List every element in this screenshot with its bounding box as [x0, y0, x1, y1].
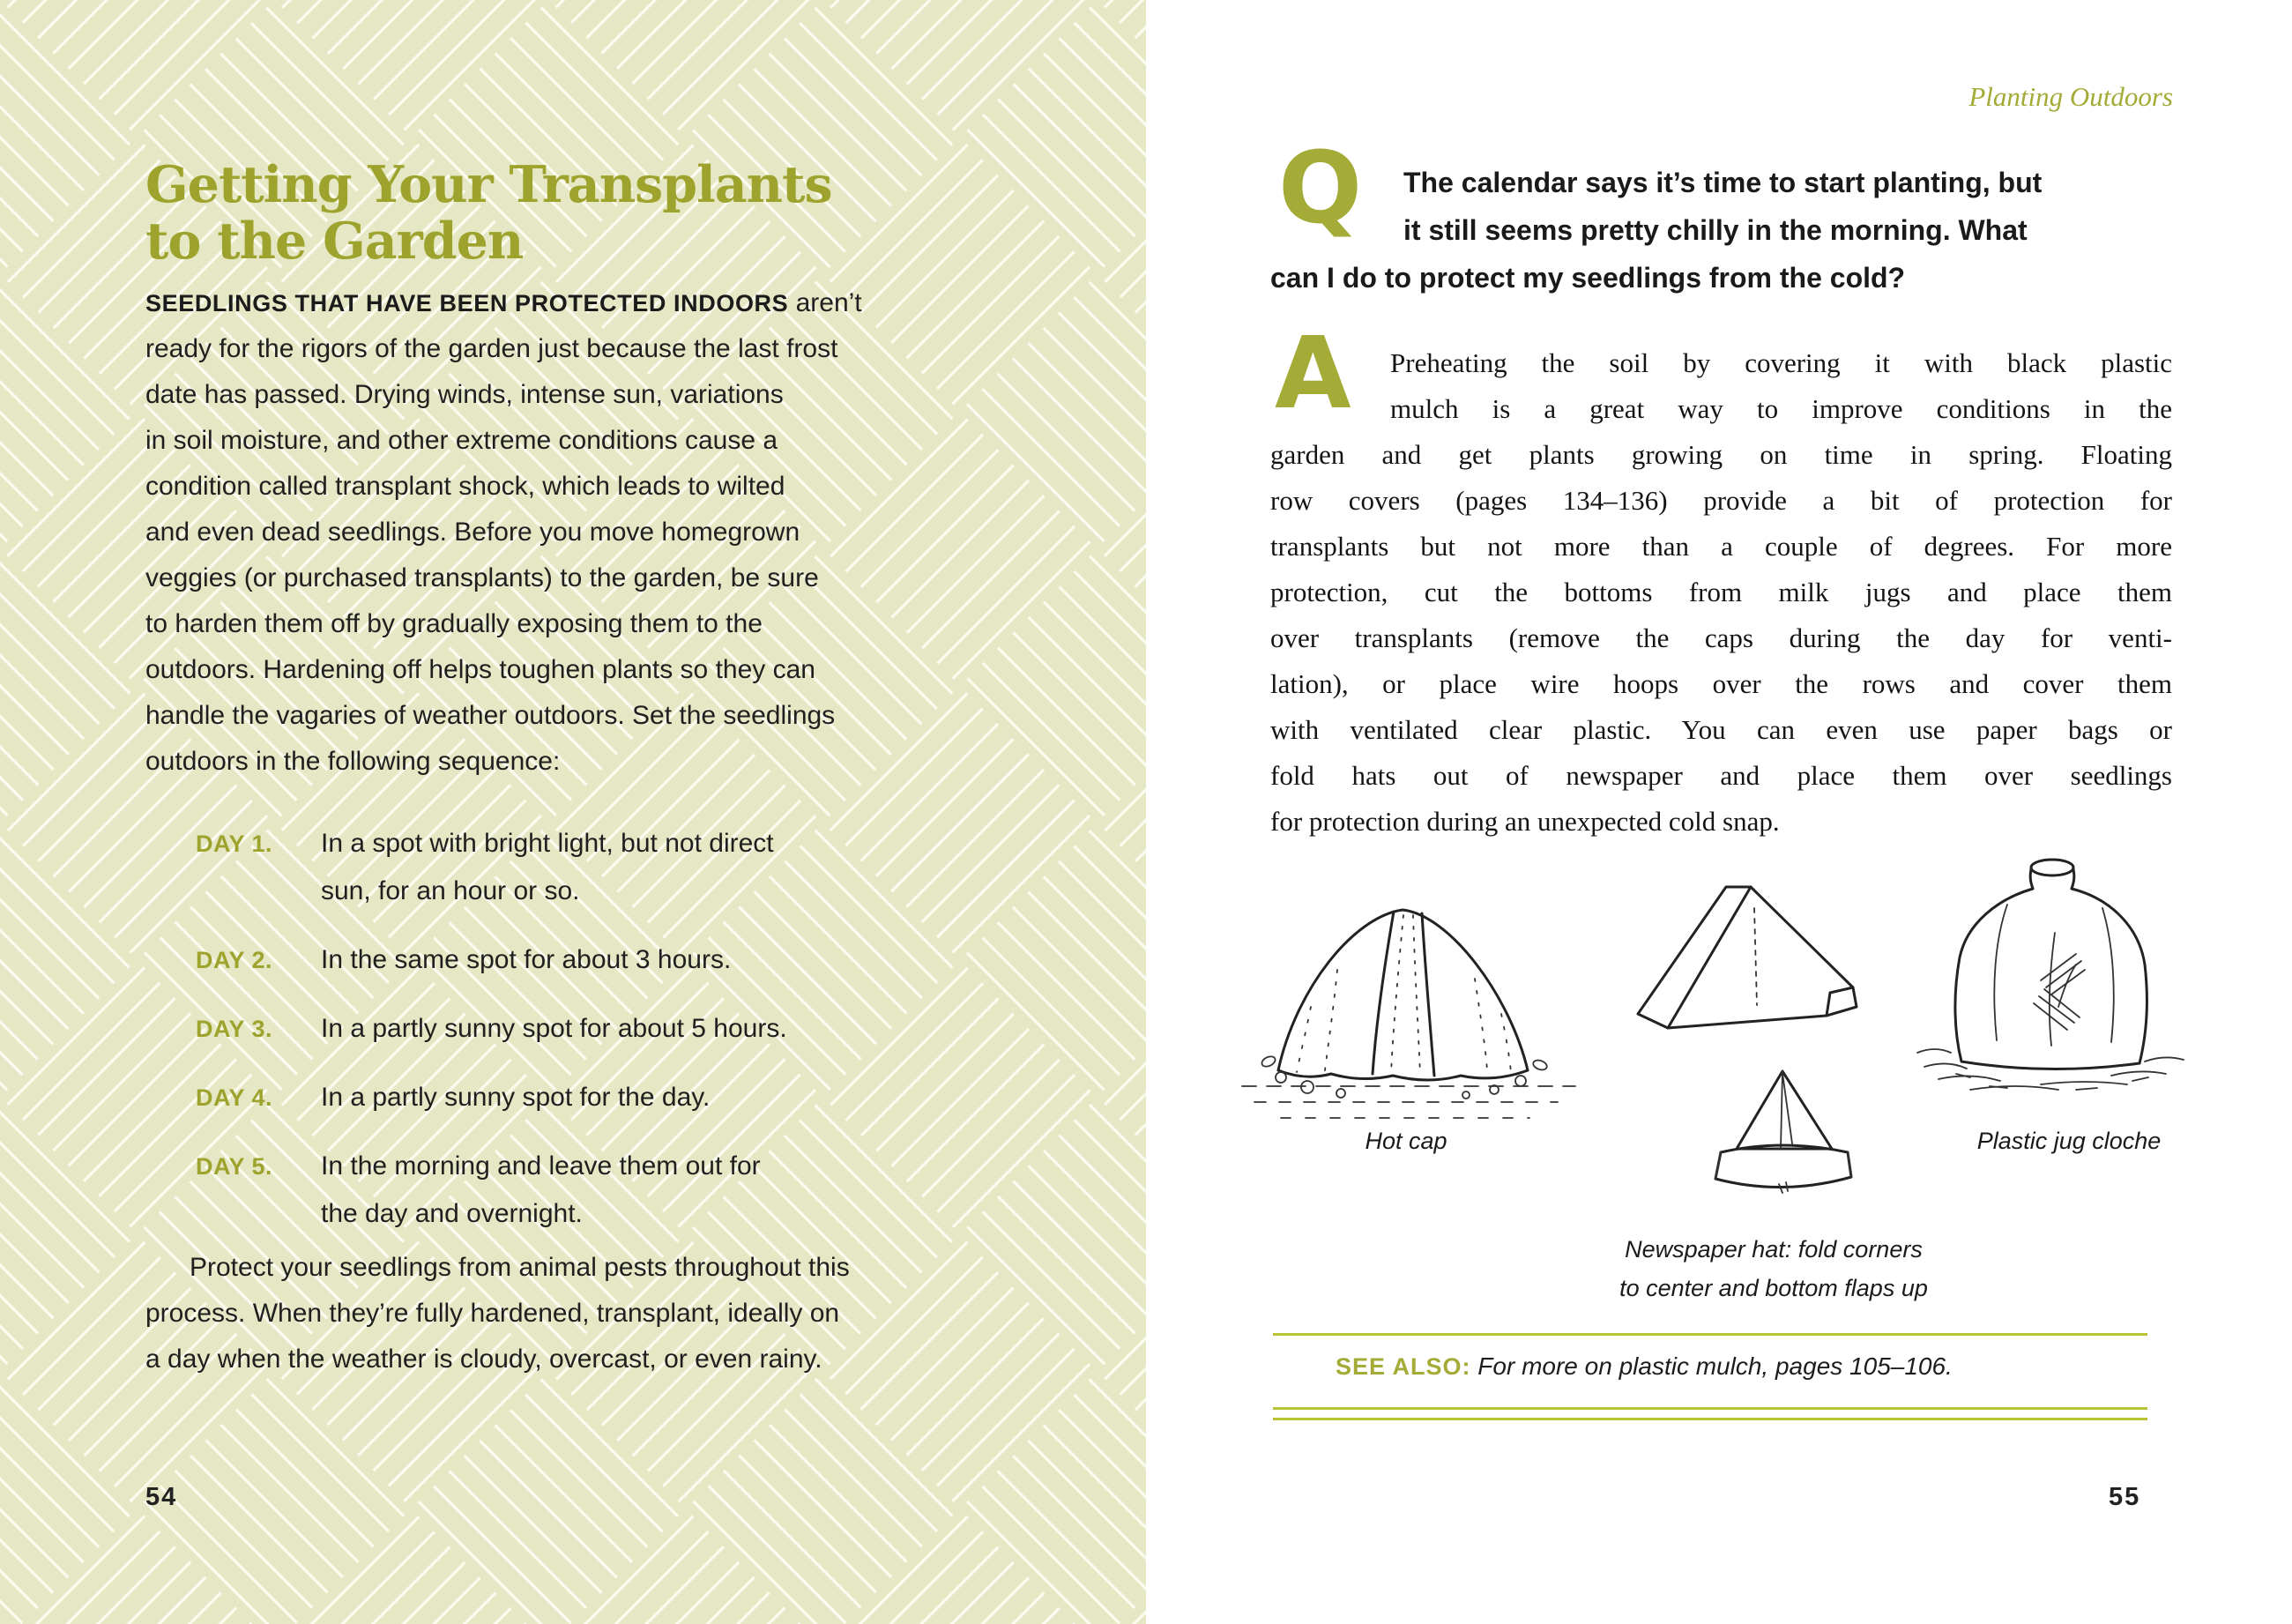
see-also-label: SEE ALSO: [1336, 1353, 1471, 1380]
answer-text-full: garden and get plants growing on time in spring. Floating row covers (pages 134–136) provide a bit of protection for transplants but not more than a couple of degrees. For more protection, cut the bottoms from milk jugs and place them over transplants (remove the caps during the day for venti- lation), or place wire hoops over the rows and cover them with ventilated clear plastic. You can even use paper bags or fold hats out of newspaper and place them over seedlings for protection during an unexpected cold snap. [1270, 439, 2172, 837]
day-text: In a partly sunny spot for the day. [321, 1083, 711, 1112]
hot-cap-caption: Hot cap [1365, 1128, 1447, 1154]
see-also-double-rule [1273, 1407, 2147, 1420]
day-label: DAY 5. [196, 1153, 273, 1180]
question-drop-letter: Q [1278, 131, 1363, 246]
answer-text-indented: Preheating the soil by covering it with black plastic mulch is a great way to improve conditions in the [1390, 347, 2172, 424]
day-label: DAY 4. [196, 1084, 273, 1111]
see-also-note [1336, 1352, 2155, 1381]
day-label: DAY 3. [196, 1016, 273, 1042]
intro-lead-rest: aren’t [788, 288, 862, 317]
page-title: Getting Your Transplants to the Garden [145, 155, 832, 271]
newspaper-hat-caption: Newspaper hat: fold corners to center and bottom flaps up [1619, 1236, 1928, 1301]
question-text-indented: The calendar says it’s time to start planting, but it still seems pretty chilly in the morning. What [1403, 167, 2043, 246]
running-head: Planting Outdoors [1968, 81, 2173, 112]
intro-paragraph [145, 280, 1027, 785]
hot-cap-illustration [1230, 866, 1587, 1123]
day-item-5 [145, 1143, 1027, 1238]
day-item-1 [145, 820, 1027, 915]
right-page [1146, 0, 2292, 1624]
page-number-left: 54 [145, 1483, 178, 1511]
hardening-off-day-list [145, 820, 1027, 1238]
question-text-full: can I do to protect my seedlings from the cold? [1270, 262, 1906, 294]
plastic-jug-caption: Plastic jug cloche [1976, 1128, 2162, 1154]
day-label: DAY 1. [196, 831, 273, 857]
day-text: In a spot with bright light, but not direct sun, for an hour or so. [321, 829, 774, 905]
day-item-4 [145, 1074, 1027, 1121]
day-text: In the morning and leave them out for the day and overnight. [321, 1151, 761, 1228]
intro-lines: ready for the rigors of the garden just because the last frost date has passed. Drying winds, intense sun, variations in soil moisture, and other extreme conditions cause a condition called transplant shock, which leads to wilted and even dead seedlings. Before you move homegrown veggies (or purchased transplants) to the garden, be sure to harden them off by gradually exposing them to the outdoors. Hardening off helps toughen plants so they can handle the vagaries of weather outdoors. Set the seedlings outdoors in the following sequence: [145, 334, 838, 776]
newspaper-tent-illustration [1622, 871, 1886, 1047]
plastic-jug-illustration [1909, 848, 2191, 1097]
newspaper-hat-illustration [1675, 1062, 1891, 1205]
closing-paragraph: Protect your seedlings from animal pests throughout this process. When they’re fully hardened, transplant, ideally on a day when the weather is cloudy, overcast, or even rainy. [145, 1253, 850, 1374]
answer-drop-letter: A [1275, 317, 1351, 431]
day-item-3 [145, 1005, 1027, 1053]
see-also-top-rule [1273, 1333, 2147, 1336]
day-text: In the same spot for about 3 hours. [321, 945, 732, 974]
see-also-text: For more on plastic mulch, pages 105–106. [1470, 1352, 1953, 1380]
intro-lead-in: SEEDLINGS THAT HAVE BEEN PROTECTED INDOORS [145, 290, 789, 317]
page-number-right: 55 [2109, 1483, 2141, 1511]
day-label: DAY 2. [196, 947, 273, 973]
day-text: In a partly sunny spot for about 5 hours. [321, 1014, 787, 1043]
day-item-2 [145, 936, 1027, 984]
